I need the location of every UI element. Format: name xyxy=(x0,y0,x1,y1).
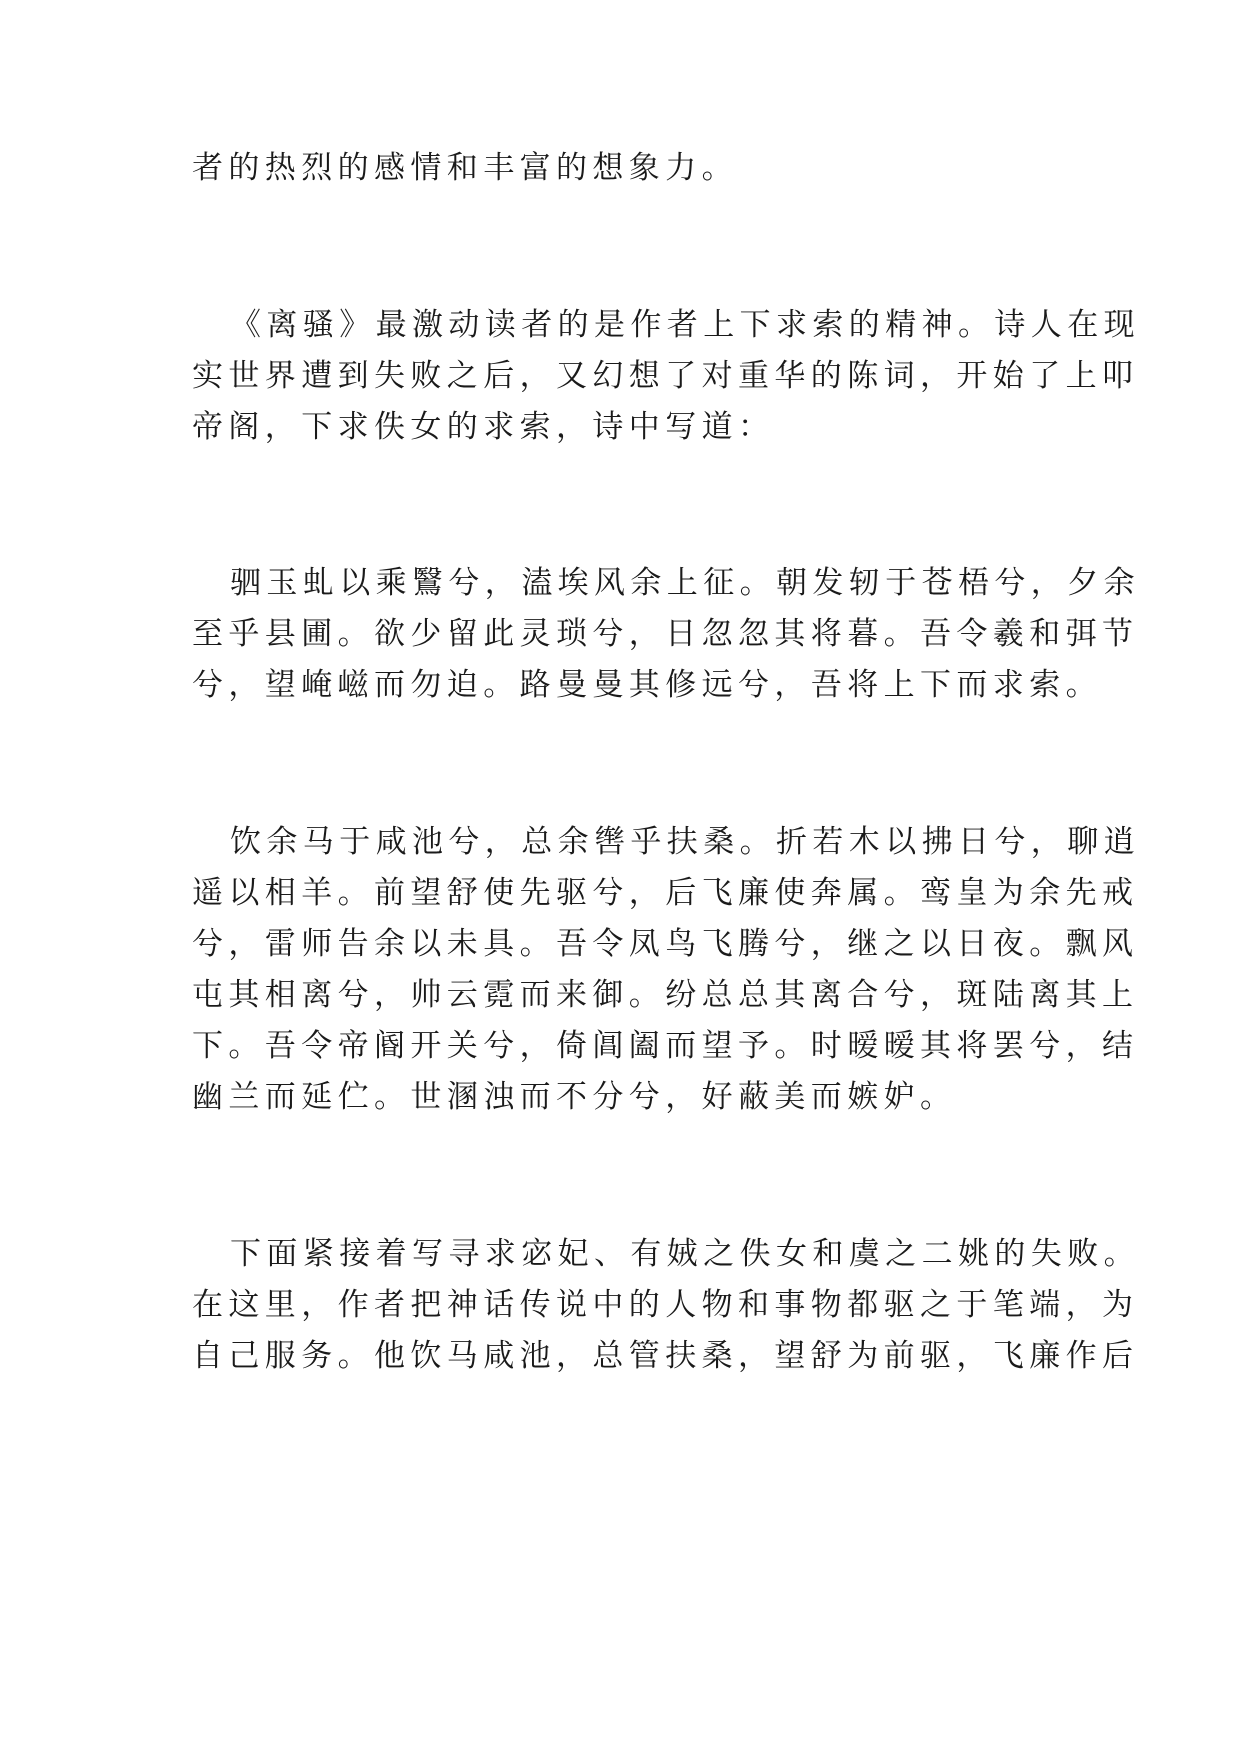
text-line: 者的热烈的感情和丰富的想象力。 xyxy=(192,150,738,186)
text-line: 下。吾令帝阍开关兮，倚阊阖而望予。时暧暧其将罢兮，结 xyxy=(192,1028,1139,1064)
text-line: 下面紧接着写寻求宓妃、有娀之佚女和虞之二姚的失败。 xyxy=(230,1236,1140,1272)
text-line: 在这里，作者把神话传说中的人物和事物都驱之于笔端，为 xyxy=(192,1287,1139,1323)
text-line: 兮，望崦嵫而勿迫。路曼曼其修远兮，吾将上下而求索。 xyxy=(192,667,1102,703)
text-line: 幽兰而延伫。世溷浊而不分兮，好蔽美而嫉妒。 xyxy=(192,1079,957,1115)
text-line: 屯其相离兮，帅云霓而来御。纷总总其离合兮，斑陆离其上 xyxy=(192,977,1139,1013)
text-line: 帝阁，下求佚女的求索，诗中写道： xyxy=(192,409,775,445)
text-line: 《离骚》最激动读者的是作者上下求索的精神。诗人在现 xyxy=(230,307,1140,343)
text-line: 驷玉虬以乘鷖兮，溘埃风余上征。朝发轫于苍梧兮，夕余 xyxy=(230,565,1140,601)
text-line: 饮余马于咸池兮，总余辔乎扶桑。折若木以拂日兮，聊逍 xyxy=(230,824,1140,860)
text-line: 遥以相羊。前望舒使先驱兮，后飞廉使奔属。鸾皇为余先戒 xyxy=(192,875,1139,911)
text-line: 自己服务。他饮马咸池，总管扶桑，望舒为前驱，飞廉作后 xyxy=(192,1338,1139,1374)
text-line: 实世界遭到失败之后，又幻想了对重华的陈词，开始了上叩 xyxy=(192,358,1139,394)
text-line: 兮，雷师告余以未具。吾令凤鸟飞腾兮，继之以日夜。飘风 xyxy=(192,926,1139,962)
text-line: 至乎县圃。欲少留此灵琐兮，日忽忽其将暮。吾令羲和弭节 xyxy=(192,616,1139,652)
